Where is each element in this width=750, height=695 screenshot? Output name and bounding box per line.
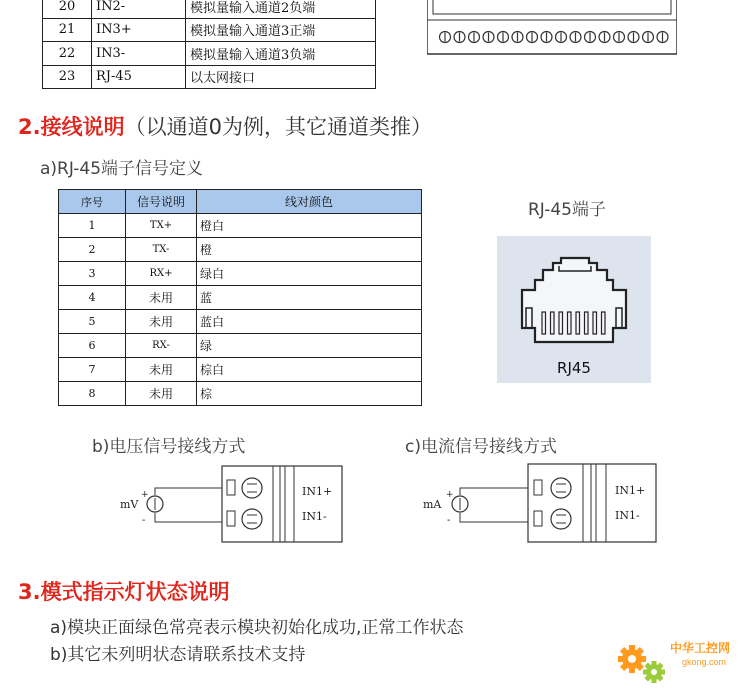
section-3-title: 3.模式指示灯状态说明 <box>18 580 230 604</box>
watermark-url: gkong.com <box>682 657 727 667</box>
cell-no: 3 <box>59 262 126 286</box>
current-wiring-heading: c)电流信号接线方式 <box>405 437 557 457</box>
rj45-connector-label: RJ-45端子 <box>528 200 606 220</box>
table-row <box>59 238 422 262</box>
cell-signal: 未用 <box>126 286 197 310</box>
cell-color: 棕白 <box>197 358 422 382</box>
cell-signal: 未用 <box>126 382 197 406</box>
cell-no: 23 <box>43 65 92 89</box>
section-2-title: 2.接线说明（以通道0为例，其它通道类推） <box>18 115 432 139</box>
cell-signal: IN2- <box>92 0 186 18</box>
table-row <box>59 334 422 358</box>
cell-no: 4 <box>59 286 126 310</box>
status-line-b: b)其它未列明状态请联系技术支持 <box>50 645 306 665</box>
cell-desc: 模拟量输入通道2负端 <box>186 0 376 18</box>
cell-color: 蓝白 <box>197 310 422 334</box>
cell-signal: 未用 <box>126 310 197 334</box>
current-pin-1: IN1+ <box>615 484 646 497</box>
cell-signal: RJ-45 <box>92 65 186 89</box>
voltage-pin-2: IN1- <box>302 510 327 523</box>
voltage-wiring-heading: b)电压信号接线方式 <box>92 437 246 457</box>
cell-color: 绿 <box>197 334 422 358</box>
cell-signal: 未用 <box>126 358 197 382</box>
voltage-pin-1: IN1+ <box>302 485 333 498</box>
table-row <box>59 382 422 406</box>
current-source-label: mA <box>423 498 442 511</box>
watermark-name: 中华工控网 <box>670 641 731 655</box>
col-header-no: 序号 <box>59 190 126 214</box>
cell-color: 绿白 <box>197 262 422 286</box>
table-row <box>59 262 422 286</box>
cell-no: 8 <box>59 382 126 406</box>
io-table <box>42 0 376 89</box>
cell-color: 蓝 <box>197 286 422 310</box>
gear-icon <box>612 632 672 690</box>
status-line-a: a)模块正面绿色常亮表示模块初始化成功,正常工作状态 <box>50 618 464 638</box>
col-header-signal: 信号说明 <box>126 190 197 214</box>
cell-no: 21 <box>43 18 92 42</box>
current-pin-2: IN1- <box>615 509 640 522</box>
current-plus: + <box>446 490 454 500</box>
cell-signal: RX- <box>126 334 197 358</box>
table-row <box>43 0 376 18</box>
cell-signal: IN3- <box>92 42 186 66</box>
section-2-subtitle: （以通道0为例，其它通道类推） <box>124 115 432 139</box>
rj45-heading: a)RJ-45端子信号定义 <box>40 159 204 179</box>
watermark-logo <box>612 632 746 690</box>
cell-signal: IN3+ <box>92 18 186 42</box>
table-row <box>59 286 422 310</box>
rj45-pin-table <box>58 189 422 406</box>
cell-no: 20 <box>43 0 92 18</box>
voltage-source-label: mV <box>120 498 139 511</box>
table-row <box>59 214 422 238</box>
cell-signal: TX+ <box>126 214 197 238</box>
cell-no: 22 <box>43 42 92 66</box>
cell-no: 1 <box>59 214 126 238</box>
table-row <box>59 310 422 334</box>
table-row <box>59 358 422 382</box>
rj45-icon <box>497 236 651 356</box>
cell-signal: TX- <box>126 238 197 262</box>
current-wiring-diagram <box>418 460 663 545</box>
terminal-block-drawing <box>427 0 677 56</box>
cell-desc: 模拟量输入通道3正端 <box>186 18 376 42</box>
voltage-wiring-diagram <box>110 460 350 545</box>
cell-desc: 模拟量输入通道3负端 <box>186 42 376 66</box>
cell-color: 橙白 <box>197 214 422 238</box>
cell-signal: RX+ <box>126 262 197 286</box>
table-row <box>43 65 376 89</box>
cell-no: 6 <box>59 334 126 358</box>
col-header-color: 线对颜色 <box>197 190 422 214</box>
cell-no: 5 <box>59 310 126 334</box>
current-minus: - <box>447 515 451 526</box>
cell-desc: 以太网接口 <box>186 65 376 89</box>
rj45-connector-text: RJ45 <box>557 359 591 377</box>
cell-color: 棕 <box>197 382 422 406</box>
cell-no: 7 <box>59 358 126 382</box>
rj45-connector-image <box>497 236 651 383</box>
voltage-plus: + <box>141 490 149 500</box>
cell-color: 橙 <box>197 238 422 262</box>
table-row <box>43 42 376 66</box>
cell-no: 2 <box>59 238 126 262</box>
voltage-minus: - <box>142 515 146 526</box>
table-row <box>43 18 376 42</box>
